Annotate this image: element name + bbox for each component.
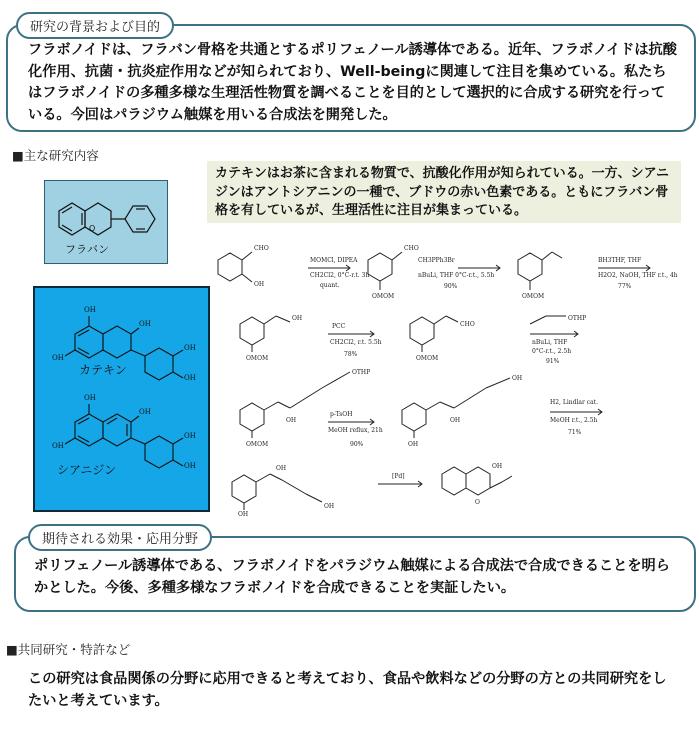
catechin-oh-label-2: OH bbox=[52, 354, 64, 362]
chroman-o-label: O bbox=[475, 499, 480, 506]
catechin-cyanidin-structures bbox=[35, 288, 208, 510]
oh-label-1: OH bbox=[254, 281, 265, 288]
oh-label-5: OH bbox=[450, 417, 461, 424]
cyanidin-oh-label-4: OH bbox=[184, 432, 196, 440]
catechin-oh-label-3: OH bbox=[139, 320, 151, 328]
step8-reagent: [Pd] bbox=[392, 473, 405, 480]
step2-conditions: nBuLi, THF 0°C-r.t., 5.5h bbox=[418, 272, 495, 279]
step7-yield: 71% bbox=[568, 429, 582, 436]
othp-label-1: OTHP bbox=[568, 315, 587, 322]
cyanidin-oh-label-1: OH bbox=[84, 394, 96, 402]
oh-label-9: OH bbox=[238, 511, 249, 518]
oh-label-10: OH bbox=[492, 463, 503, 470]
step4-reagent: PCC bbox=[332, 323, 346, 330]
step5-reagent: nBuLi, THF bbox=[532, 339, 568, 346]
step7-reagent: H2, Lindlar cat. bbox=[550, 399, 598, 406]
omom-label-1: OMOM bbox=[372, 293, 395, 300]
flavan-o-label: O bbox=[89, 224, 96, 233]
oh-label-2: OH bbox=[292, 315, 303, 322]
catechin-cyanidin-box bbox=[33, 286, 210, 512]
cyanidin-label: シアニジン bbox=[57, 463, 117, 477]
oh-label-4: OH bbox=[512, 375, 523, 382]
step3-conditions: H2O2, NaOH, THF r.t., 4h bbox=[598, 272, 678, 279]
step1-conditions: CH2Cl2, 0°C-r.t. 3h bbox=[310, 272, 370, 279]
catechin-oh-label-5: OH bbox=[184, 374, 196, 382]
step3-yield: 77% bbox=[618, 283, 632, 290]
step5-yield: 91% bbox=[546, 358, 560, 365]
oh-label-7: OH bbox=[276, 465, 287, 472]
catechin-oh-label-4: OH bbox=[184, 344, 196, 352]
step3-reagent: BH3THF, THF bbox=[598, 257, 642, 264]
cho-label-1: CHO bbox=[254, 245, 269, 252]
step1-yield: quant. bbox=[320, 282, 340, 289]
cyanidin-oh-label-3: OH bbox=[139, 408, 151, 416]
omom-label-5: OMOM bbox=[246, 441, 269, 448]
omom-label-3: OMOM bbox=[246, 355, 269, 362]
cyanidin-oh-label-5: OH bbox=[184, 462, 196, 470]
background-text: フラボノイドは、フラバン骨格を共通とするポリフェノール誘導体である。近年、フラボノイドは抗酸化作用、抗菌・抗炎症作用などが知られており、Well-beingに関連して注目を集めている。私たちはフラボノイドの多種多様な生理活性物質を調べることを目的として選択的に合成する研究を行っている。今回はパラジウム触媒を用いる合成法を開発した。 bbox=[28, 42, 677, 123]
cho-label-3: CHO bbox=[460, 321, 475, 328]
catechin-oh-label-1: OH bbox=[84, 306, 96, 314]
collaboration-text: この研究は食品関係の分野に応用できると考えており、食品や飲料などの分野の方との共同研究をしたいと考えています。 bbox=[28, 671, 667, 709]
oh-label-6: OH bbox=[408, 441, 419, 448]
step6-conditions: MeOH reflux, 21h bbox=[328, 427, 383, 434]
flavan-structure bbox=[45, 181, 167, 263]
step1-reagent: MOMCl, DIPEA bbox=[310, 257, 358, 264]
summary-box: カテキンはお茶に含まれる物質で、抗酸化作用が知られている。一方、シアニジンはアントシアニンの一種で、ブドウの赤い色素である。ともにフラバン骨格を有しているが、生理活性に注目が集まっている。 bbox=[207, 161, 681, 223]
main-content-heading: ■主な研究内容 bbox=[12, 148, 99, 163]
catechin-label: カテキン bbox=[79, 363, 127, 377]
cyanidin-oh-label-2: OH bbox=[52, 442, 64, 450]
step2-yield: 90% bbox=[444, 283, 458, 290]
oh-label-8: OH bbox=[324, 503, 335, 510]
background-title: 研究の背景および目的 bbox=[16, 12, 174, 39]
oh-label-3: OH bbox=[286, 417, 297, 424]
step7-conditions: MeOH r.t., 2.5h bbox=[550, 417, 598, 424]
omom-label-2: OMOM bbox=[522, 293, 545, 300]
step6-yield: 90% bbox=[350, 441, 364, 448]
omom-label-4: OMOM bbox=[416, 355, 439, 362]
effects-text: ポリフェノール誘導体である、フラボノイドをパラジウム触媒による合成法で合成できることを明らかとした。今後、多種多様なフラボノイドを合成できることを実証したい。 bbox=[34, 558, 670, 596]
flavan-structure-box bbox=[44, 180, 168, 264]
step4-conditions: CH2Cl2, r.t. 5.5h bbox=[330, 339, 382, 346]
step4-yield: 78% bbox=[344, 351, 358, 358]
step5-conditions: 0°C-r.t., 2.5h bbox=[532, 348, 572, 355]
step6-reagent: p-TsOH bbox=[330, 411, 353, 418]
cho-label-2: CHO bbox=[404, 245, 419, 252]
flavan-label: フラバン bbox=[65, 243, 109, 256]
synthesis-scheme bbox=[210, 232, 690, 522]
othp-label-2: OTHP bbox=[352, 369, 371, 376]
effects-title: 期待される効果・応用分野 bbox=[28, 524, 212, 551]
step2-reagent: CH3PPh3Br bbox=[418, 257, 455, 264]
collaboration-heading: ■共同研究・特許など bbox=[6, 642, 131, 657]
